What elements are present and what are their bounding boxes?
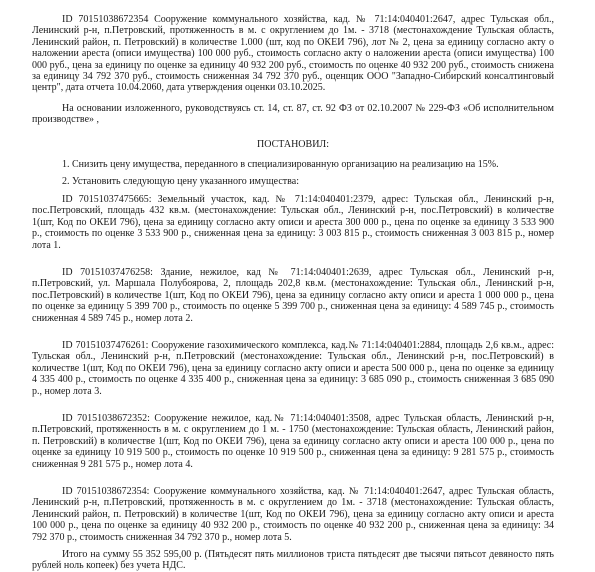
lot-1: ID 70151037475665: Земельный участок, кад. № 71:14:040401:2379, адрес: Тульская обл., Ленинский р-н, пос.Петровский, площадь 432 кв.м. (местонахождение: Тульская обл., Ленинский р-н, пос.Петровский) в количестве 1(шт, Код по ОКЕИ 796), цена за единицу согласно акту описи и ареста 300 000 р., цена по оценке за единицу 3 533 900 р., стоимость по оценке 3 533 900 р., сниженная цена за единицу: 3 003 815 р., стоимость сниженная 3 003 815 р., номер лота 1. — [32, 193, 554, 251]
paragraph-legal-basis: На основании изложенного, руководствуясь ст. 14, ст. 87, ст. 92 ФЗ от 02.10.2007 № 229-ФЗ «Об исполнительном производстве» , — [32, 102, 554, 126]
lot-3: ID 70151037476261: Сооружение газохимического комплекса, кад.№ 71:14:040401:2884, площадь 2,6 кв.м., адрес: Тульская обл., Ленинский р-н, п.Петровский (местонахождение: Тульская обл., Ленинский р-н, пос.Петровский) в количестве 1(шт, Код по ОКЕИ 796), цена за единицу согласно акту описи и ареста 500 000 р., цена по оценке за единицу 4 335 400 р., стоимость по оценке 4 335 400 р., сниженная цена за единицу: 3 685 090 р., стоимость сниженная 3 685 090 р., номер лота 3. — [32, 339, 554, 397]
lot-2: ID 70151037476258: Здание, нежилое, кад № 71:14:040401:2639, адрес Тульская обл., Ленинский р-н, п.Петровский, ул. Маршала Полубоярова, 2, площадь 202,8 кв.м. (местонахождение: Тульская обл., Ленинский р-н, пос.Петровский) в количестве 1(шт, Код по ОКЕИ 796), цена за единицу согласно акту описи и ареста 1 000 000 р., цена по оценке за единицу 5 399 700 р., стоимость по оценке 5 399 700 р., сниженная цена за единицу: 4 589 745 р., стоимость сниженная 4 589 745 р., номер лота 2. — [32, 266, 554, 324]
paragraph-intro-lot: ID 70151038672354 Сооружение коммунального хозяйства, кад. № 71:14:040401:2647, адрес Тульская обл., Ленинский р-н, п.Петровский, протяженность в м. с округлением до 1м. - 3718 (местонахождение Тульская область, Ленинский район, п. Петровский) в количестве 1.000 (шт, код по ОКЕИ 796), лот № 2, цена за единицу согласно акту о наложении ареста (описи имущества) 100 000 руб., стоимость согласно акту о наложении ареста (описи имущества) 100 000 руб., цена за единицу по оценке за единицу 40 932 200 руб., стоимость по оценке 40 932 200 руб., стоимость снижена за единицу 34 792 370 руб., стоимость сниженная 34 792 370 руб., оценщик ООО "Западно-Сибирский консалтинговый центр", дата отчета 10.04.2060, дата утверждения оценки 03.10.2025. — [32, 14, 554, 94]
lot-5: ID 70151038672354: Сооружение коммунального хозяйства, кад. № 71:14:040401:2647, адрес Тульская область, Ленинский р-н, п.Петровский, протяженность в м. с округлением до 1м. - 3718 (местонахождение: Тульская область, Ленинский район, п. Петровский) в количестве 1(шт, Код по ОКЕИ 796), цена за единицу согласно акту описи и ареста 100 000 р., цена по оценке за единицу 40 932 200 р., стоимость по оценке 40 932 200 р., сниженная цена за единицу: 34 792 370 р., стоимость сниженная 34 792 370 р., номер лота 5. — [32, 486, 554, 543]
lot-4: ID 70151038672352: Сооружение нежилое, кад.№ 71:14:040401:3508, адрес Тульская область, Ленинский р-н, п.Петровский, протяженность в м. с округлением до 1 м. - 1750 (местонахождение: Тульская область, Ленинский район, п. Петровский) в количестве 1(шт, Код по ОКЕИ 796), цена за единицу согласно акту описи и ареста 100 000 р., цена по оценке за единицу 10 919 500 р., стоимость по оценке 10 919 500 р., сниженная цена за единицу: 9 281 575 р., стоимость сниженная 9 281 575 р., номер лота 4. — [32, 412, 554, 470]
document-body — [32, 14, 554, 572]
point-2: 2. Установить следующую цену указанного имущества: — [62, 176, 299, 188]
point-1: 1. Снизить цену имущества, переданного в специализированную организацию на реализацию на 15%. — [62, 159, 499, 171]
resolution-heading: ПОСТАНОВИЛ: — [257, 138, 329, 150]
total-sum: Итого на сумму 55 352 595,00 р. (Пятьдесят пять миллионов триста пятьдесят две тысячи пятьсот девяносто пять рублей ноль копеек) без учета НДС. — [32, 549, 554, 572]
